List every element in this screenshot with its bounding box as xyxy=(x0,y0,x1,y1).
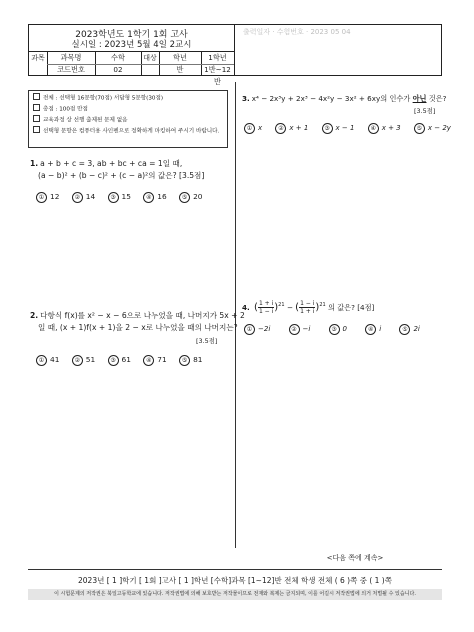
fraction: $\frac{1 + i}{1 - i}$ xyxy=(258,300,274,315)
option-number-icon: ③ xyxy=(108,192,119,203)
question-2-points: [3.5점] xyxy=(196,337,218,345)
option-number-icon: ① xyxy=(36,192,47,203)
option[interactable]: ② x + 1 xyxy=(275,123,308,134)
question-number: 3. xyxy=(242,94,250,103)
option[interactable]: ⑤ 20 xyxy=(179,192,202,203)
question-3 xyxy=(242,93,447,105)
option-number-icon: ⑤ xyxy=(179,355,190,366)
option[interactable]: ② 51 xyxy=(72,355,95,366)
question-number: 1. xyxy=(30,159,39,168)
checkbox-icon xyxy=(33,126,40,133)
question-3-text-end: 것은? xyxy=(428,94,447,103)
question-4-tail: 의 값은? [4점] xyxy=(327,302,375,312)
option[interactable]: ④ x + 3 xyxy=(368,123,401,134)
option-number-icon: ② xyxy=(72,192,83,203)
exam-page xyxy=(28,24,451,600)
question-1-options xyxy=(36,192,212,203)
option[interactable]: ⑤ 2i xyxy=(399,324,419,335)
checkbox-icon xyxy=(33,93,40,100)
exam-title: 2023학년도 1학기 1회 고사 xyxy=(75,30,188,40)
option[interactable]: ⑤ x − 2y xyxy=(414,123,451,134)
subject-col-label: 과목 xyxy=(31,54,45,62)
question-2 xyxy=(30,310,245,333)
option[interactable]: ③ x − 1 xyxy=(322,123,355,134)
instruction-item: 선택형 문항은 컴퓨터용 사인펜으로 정확하게 마킹하여 주시기 바랍니다. xyxy=(33,126,223,137)
header-blank-area xyxy=(235,25,441,75)
question-number: 2. xyxy=(30,311,39,320)
instructions-box xyxy=(28,90,228,148)
instruction-item: 전체 : 선택형 16문항(70점) 서답형 5문항(30점) xyxy=(33,93,223,104)
class-value: 1반~12반 xyxy=(204,65,231,86)
option[interactable]: ③ 61 xyxy=(108,355,131,366)
footer-divider xyxy=(28,569,442,570)
option-number-icon: ③ xyxy=(329,324,340,335)
option[interactable]: ① −2i xyxy=(244,324,270,335)
option-number-icon: ② xyxy=(275,123,286,134)
question-1-line2: (a − b)² + (b − c)² + (c − a)²의 값은? [3.5점] xyxy=(38,170,205,180)
grade-label: 학년 xyxy=(173,53,187,62)
question-number: 4. xyxy=(242,302,250,312)
target-col-label: 대상 xyxy=(143,54,157,62)
option-number-icon: ④ xyxy=(368,123,379,134)
subject-info-table xyxy=(29,51,234,86)
option-number-icon: ③ xyxy=(322,123,333,134)
question-3-text: x⁴ − 2x³y + 2x³ − 4x²y − 3x² + 6xy의 인수가 xyxy=(251,94,411,103)
question-1 xyxy=(30,158,204,181)
option-number-icon: ① xyxy=(36,355,47,366)
option-number-icon: ③ xyxy=(108,355,119,366)
option-number-icon: ② xyxy=(289,324,300,335)
option[interactable]: ① x xyxy=(244,123,262,134)
option[interactable]: ⑤ 81 xyxy=(179,355,202,366)
option[interactable]: ③ 0 xyxy=(329,324,347,335)
grade-value: 1학년 xyxy=(208,53,227,62)
option[interactable]: ① 41 xyxy=(36,355,59,366)
option[interactable]: ③ 15 xyxy=(108,192,131,203)
option-number-icon: ② xyxy=(72,355,83,366)
option[interactable]: ④ 16 xyxy=(143,192,166,203)
subject-value: 수학 xyxy=(111,53,125,62)
option-number-icon: ⑤ xyxy=(399,324,410,335)
option[interactable]: ④ 71 xyxy=(143,355,166,366)
option-number-icon: ④ xyxy=(365,324,376,335)
subject-name-label: 과목명 xyxy=(60,53,82,62)
option[interactable]: ② −i xyxy=(289,324,311,335)
checkbox-icon xyxy=(33,104,40,111)
question-2-options xyxy=(36,355,212,366)
exam-info-block xyxy=(29,25,235,86)
copyright-notice: 이 시험문제의 저작권은 북일고등학교에 있습니다. 저작권법에 의해 보호받는 저작물이므로 전재와 복제는 금지되며, 이를 어길시 저작권법에 의거 처벌될 수 있습니다. xyxy=(28,589,442,600)
instruction-item: 총점 : 100점 만점 xyxy=(33,104,223,115)
faint-print-text: 출력일자 · 수험번호 · 2023 05 04 xyxy=(243,28,351,36)
code-label: 코드번호 xyxy=(57,65,85,74)
question-3-options xyxy=(244,123,451,134)
question-2-line1: 다항식 f(x)를 x² − x − 6으로 나누었을 때, 나머지가 5x + 2 xyxy=(40,311,245,320)
question-2-line2: 일 때, (x + 1)f(x + 1)을 2 − x로 나누었을 때의 나머지는? xyxy=(38,322,238,332)
exam-date: 실시일 : 2023년 5월 4일 2교시 xyxy=(71,40,192,50)
question-3-emphasis: 아닌 xyxy=(412,94,427,103)
fraction: $\frac{1 - i}{1 + i}$ xyxy=(300,300,315,315)
option[interactable]: ② 14 xyxy=(72,192,95,203)
instruction-item: 교육과정 상 선행 출제된 문제 없음 xyxy=(33,115,223,126)
option[interactable]: ④ i xyxy=(365,324,381,335)
checkbox-icon xyxy=(33,115,40,122)
option[interactable]: ① 12 xyxy=(36,192,59,203)
question-1-line1: a + b + c = 3, ab + bc + ca = 1일 때, xyxy=(40,159,183,168)
option-number-icon: ④ xyxy=(143,192,154,203)
question-4: 4. ( $\frac{1 + i}{1 - i}$ )$^{21}$ − ( $\frac{1 - i}{1 + i}$ )$^{21}$ 의 값은? [4점] xyxy=(242,300,375,315)
option-number-icon: ④ xyxy=(143,355,154,366)
question-3-points: [3.5점] xyxy=(414,107,436,115)
exam-header xyxy=(28,24,442,86)
class-label: 반 xyxy=(176,65,184,74)
option-number-icon: ① xyxy=(244,123,255,134)
option-number-icon: ⑤ xyxy=(179,192,190,203)
code-value: 02 xyxy=(113,65,123,74)
question-4-options xyxy=(244,324,420,335)
option-number-icon: ⑤ xyxy=(414,123,425,134)
continue-note: <다음 쪽에 계속> xyxy=(326,554,384,562)
option-number-icon: ① xyxy=(244,324,255,335)
page-footer: 2023년 [ 1 ]학기 [ 1회 ]고사 [ 1 ]학년 [수학]과목 [1~12]반 전체 학생 전체 ( 6 )쪽 중 ( 1 )쪽 xyxy=(78,576,392,585)
